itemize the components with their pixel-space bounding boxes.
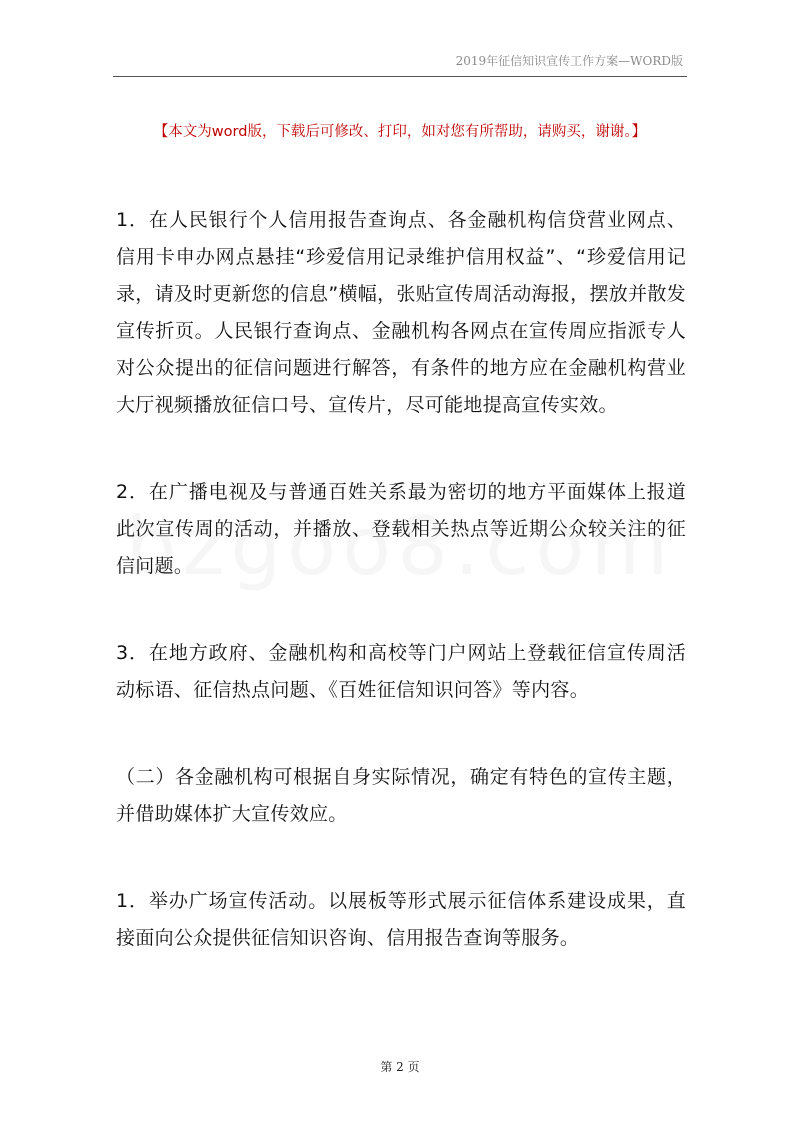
paragraph-item-2-media-reports: 2．在广播电视及与普通百姓关系最为密切的地方平面媒体上报道此次宣传周的活动，并播放、登载相关热点等近期公众较关注的征信问题。 — [116, 481, 686, 577]
paragraph-item-1-propaganda-venues: 1．在人民银行个人信用报告查询点、各金融机构信贷营业网点、信用卡申办网点悬挂“珍爱信用记录维护信用权益”、“珍爱信用记录，请及时更新您的信息”横幅，张贴宣传周活动海报，摆放并散发宣传折页。人民银行查询点、金融机构各网点在宣传周应指派专人对公众提出的征信问题进行解答，有条件的地方应在金融机构营业大厅视频播放征信口号、宣传片，尽可能地提高宣传实效。 — [116, 209, 686, 416]
document-body — [116, 202, 686, 1007]
purchase-notice: 【本文为word版，下载后可修改、打印，如对您有所帮助，请购买，谢谢。】 — [153, 124, 647, 140]
page-number: 第 2 页 — [380, 1060, 420, 1074]
paragraph-section-2-institutions: （二）各金融机构可根据自身实际情况，确定有特色的宣传主题，并借助媒体扩大宣传效应。 — [116, 766, 686, 825]
header-divider — [113, 76, 687, 77]
running-header: 2019年征信知识宣传工作方案—WORD版 — [455, 54, 683, 68]
paragraph-item-1-square-events: 1．举办广场宣传活动。以展板等形式展示征信体系建设成果，直接面向公众提供征信知识咨询、信用报告查询等服务。 — [116, 890, 686, 949]
paragraph-item-3-web-portals: 3．在地方政府、金融机构和高校等门户网站上登载征信宣传周活动标语、征信热点问题、《百姓征信知识问答》等内容。 — [116, 642, 686, 701]
